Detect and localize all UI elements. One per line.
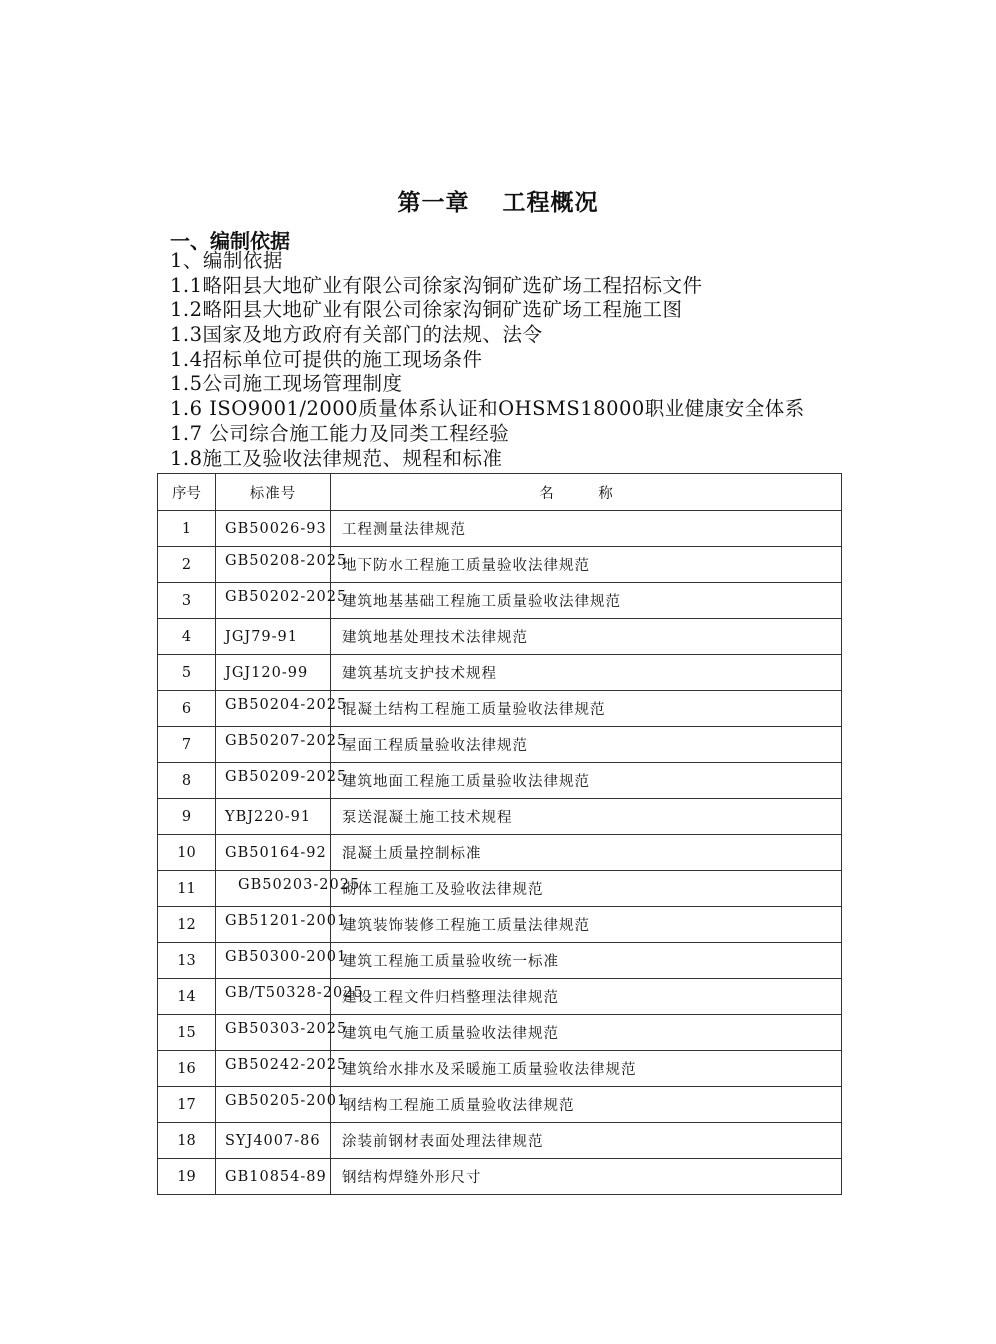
table-row: [158, 619, 842, 655]
row-no: 15: [158, 1015, 216, 1051]
row-code: GB50026-93: [216, 511, 331, 547]
row-code-cell: [216, 583, 348, 619]
row-name: 钢结构工程施工质量验收法律规范: [331, 1087, 842, 1123]
row-no: 8: [158, 763, 216, 799]
row-code: GB10854-89: [216, 1159, 331, 1195]
row-code-cell: [216, 979, 364, 1015]
header-code: 标准号: [216, 474, 331, 511]
table-row: [158, 943, 842, 979]
table-row: [158, 547, 842, 583]
table-row: [158, 835, 842, 871]
row-code: GB50205-2001: [225, 1092, 348, 1109]
basis-item: 1.4招标单位可提供的施工现场条件: [170, 347, 483, 371]
row-no: 2: [158, 547, 216, 583]
table-row: [158, 691, 842, 727]
row-code-cell: [216, 691, 348, 727]
row-code: GB50303-2025: [225, 1020, 348, 1037]
row-code: GB50202-2025: [225, 588, 348, 605]
table-row: [158, 511, 842, 547]
row-no: 1: [158, 511, 216, 547]
row-code: GB50208-2025: [225, 552, 348, 569]
chapter-title: 第一章 工程概况: [397, 190, 599, 216]
row-no: 13: [158, 943, 216, 979]
row-name: 建筑地面工程施工质量验收法律规范: [331, 763, 842, 799]
row-code: GB50204-2025: [225, 696, 348, 713]
row-code-cell: [216, 547, 348, 583]
row-code-cell: [216, 907, 348, 943]
row-code: GB50207-2025: [225, 732, 348, 749]
row-name: 地下防水工程施工质量验收法律规范: [331, 547, 842, 583]
row-code: SYJ4007-86: [216, 1123, 331, 1159]
row-code: GB/T50328-2025: [225, 984, 364, 1001]
row-no: 10: [158, 835, 216, 871]
row-name: 建筑电气施工质量验收法律规范: [331, 1015, 842, 1051]
table-row: [158, 1087, 842, 1123]
row-name: 涂装前钢材表面处理法律规范: [331, 1123, 842, 1159]
table-row: [158, 1159, 842, 1195]
table-row: [158, 727, 842, 763]
table-row: [158, 799, 842, 835]
standards-table: [157, 473, 842, 1195]
basis-item: 1.7 公司综合施工能力及同类工程经验: [170, 421, 510, 445]
basis-item: 1、编制依据: [170, 249, 283, 272]
basis-list: [170, 249, 805, 471]
row-no: 4: [158, 619, 216, 655]
table-row: [158, 1015, 842, 1051]
row-code: GB50203-2025: [238, 876, 361, 893]
basis-item: 1.2略阳县大地矿业有限公司徐家沟铜矿选矿场工程施工图: [170, 298, 683, 322]
basis-item: 1.3国家及地方政府有关部门的法规、法令: [170, 323, 543, 347]
section-heading: 一、编制依据: [170, 229, 290, 253]
row-no: 19: [158, 1159, 216, 1195]
row-no: 3: [158, 583, 216, 619]
row-code: YBJ220-91: [216, 799, 331, 835]
row-code-cell: [216, 1015, 348, 1051]
row-name: 工程测量法律规范: [331, 511, 842, 547]
row-name: 建筑给水排水及采暖施工质量验收法律规范: [331, 1051, 842, 1087]
table-row: [158, 907, 842, 943]
row-no: 12: [158, 907, 216, 943]
row-no: 18: [158, 1123, 216, 1159]
row-name: 建筑基坑支护技术规程: [331, 655, 842, 691]
row-name: 砌体工程施工及验收法律规范: [331, 871, 842, 907]
row-code-cell: [216, 727, 348, 763]
basis-item: 1.8施工及验收法律规范、规程和标准: [170, 446, 503, 470]
row-name: 建筑工程施工质量验收统一标准: [331, 943, 842, 979]
row-code: GB50164-92: [216, 835, 331, 871]
row-code-cell: [216, 763, 348, 799]
row-name: 泵送混凝土施工技术规程: [331, 799, 842, 835]
header-name: 名 称: [331, 474, 842, 511]
row-name: 建设工程文件归档整理法律规范: [331, 979, 842, 1015]
header-no: 序号: [158, 474, 216, 511]
table-row: [158, 763, 842, 799]
row-code: GB50242-2025: [225, 1056, 348, 1073]
row-no: 5: [158, 655, 216, 691]
row-no: 14: [158, 979, 216, 1015]
row-no: 7: [158, 727, 216, 763]
row-no: 11: [158, 871, 216, 907]
table-row: [158, 1123, 842, 1159]
table-row: [158, 655, 842, 691]
table-row: [158, 583, 842, 619]
row-no: 6: [158, 691, 216, 727]
row-code-cell: [216, 1087, 348, 1123]
row-no: 9: [158, 799, 216, 835]
row-code: JGJ120-99: [216, 655, 331, 691]
row-code: GB51201-2001: [225, 912, 348, 929]
table-row: [158, 979, 842, 1015]
row-name: 建筑地基基础工程施工质量验收法律规范: [331, 583, 842, 619]
row-name: 钢结构焊缝外形尺寸: [331, 1159, 842, 1195]
row-name: 混凝土质量控制标准: [331, 835, 842, 871]
row-no: 16: [158, 1051, 216, 1087]
row-code-cell: [216, 943, 348, 979]
row-code-cell: [216, 1051, 348, 1087]
row-code: JGJ79-91: [216, 619, 331, 655]
basis-item: 1.6 ISO9001/2000质量体系认证和OHSMS18000职业健康安全体系: [170, 397, 805, 421]
table-header-row: [158, 474, 842, 511]
table-row: [158, 1051, 842, 1087]
row-no: 17: [158, 1087, 216, 1123]
row-code: GB50209-2025: [225, 768, 348, 785]
row-code-cell: [216, 871, 361, 907]
row-name: 建筑装饰装修工程施工质量法律规范: [331, 907, 842, 943]
table-row: [158, 871, 842, 907]
basis-item: 1.5公司施工现场管理制度: [170, 372, 403, 396]
row-name: 建筑地基处理技术法律规范: [331, 619, 842, 655]
row-name: 混凝土结构工程施工质量验收法律规范: [331, 691, 842, 727]
basis-item: 1.1略阳县大地矿业有限公司徐家沟铜矿选矿场工程招标文件: [170, 273, 703, 297]
row-name: 屋面工程质量验收法律规范: [331, 727, 842, 763]
row-code: GB50300-2001: [225, 948, 348, 965]
